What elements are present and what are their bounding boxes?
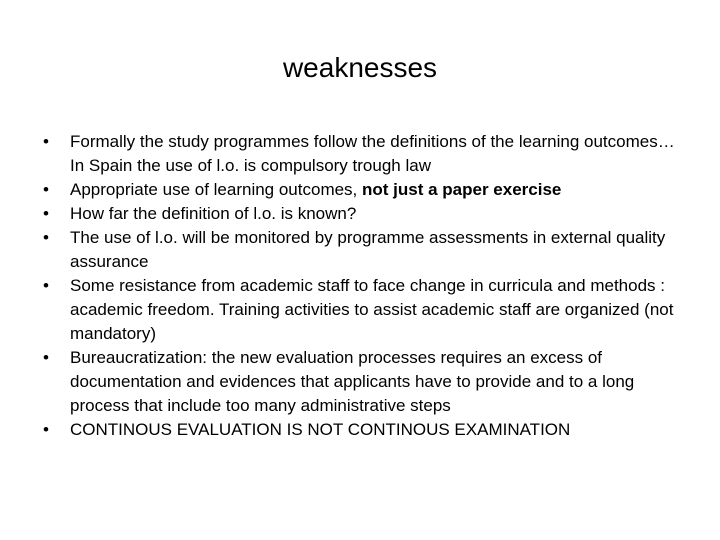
bullet-bold-text: not just a paper exercise <box>362 180 562 199</box>
bullet-icon: • <box>43 276 49 295</box>
bullet-icon: • <box>43 420 49 439</box>
bullet-text: Formally the study programmes follow the definitions of the learning outcomes…In Spain the use of l.o. is compulsory trough law <box>70 132 675 175</box>
bullet-list <box>36 130 686 442</box>
bullet-icon: • <box>43 132 49 151</box>
bullet-text: Bureaucratization: the new evaluation processes requires an excess of documentation and evidences that applicants have to provide and to a long process that include too many administrative steps <box>70 348 635 415</box>
bullet-icon: • <box>43 228 49 247</box>
bullet-icon: • <box>43 348 49 367</box>
bullet-text: The use of l.o. will be monitored by programme assessments in external quality assurance <box>70 228 666 271</box>
bullet-item-5 <box>36 274 686 346</box>
bullet-item-4 <box>36 226 686 274</box>
bullet-icon: • <box>43 180 49 199</box>
slide-title: weaknesses <box>282 52 438 83</box>
bullet-item-2 <box>36 178 686 202</box>
bullet-item-6 <box>36 346 686 418</box>
bullet-icon: • <box>43 204 49 223</box>
bullet-text: CONTINOUS EVALUATION IS NOT CONTINOUS EXAMINATION <box>70 420 571 439</box>
bullet-text: Some resistance from academic staff to face change in curricula and methods : academic freedom. Training activities to assist academic staff are organized (not mandatory) <box>70 276 674 343</box>
bullet-text: How far the definition of l.o. is known? <box>70 204 357 223</box>
bullet-text: Appropriate use of learning outcomes, <box>70 180 363 199</box>
bullet-item-3 <box>36 202 686 226</box>
bullet-item-1 <box>36 130 686 178</box>
bullet-item-7 <box>36 418 686 442</box>
